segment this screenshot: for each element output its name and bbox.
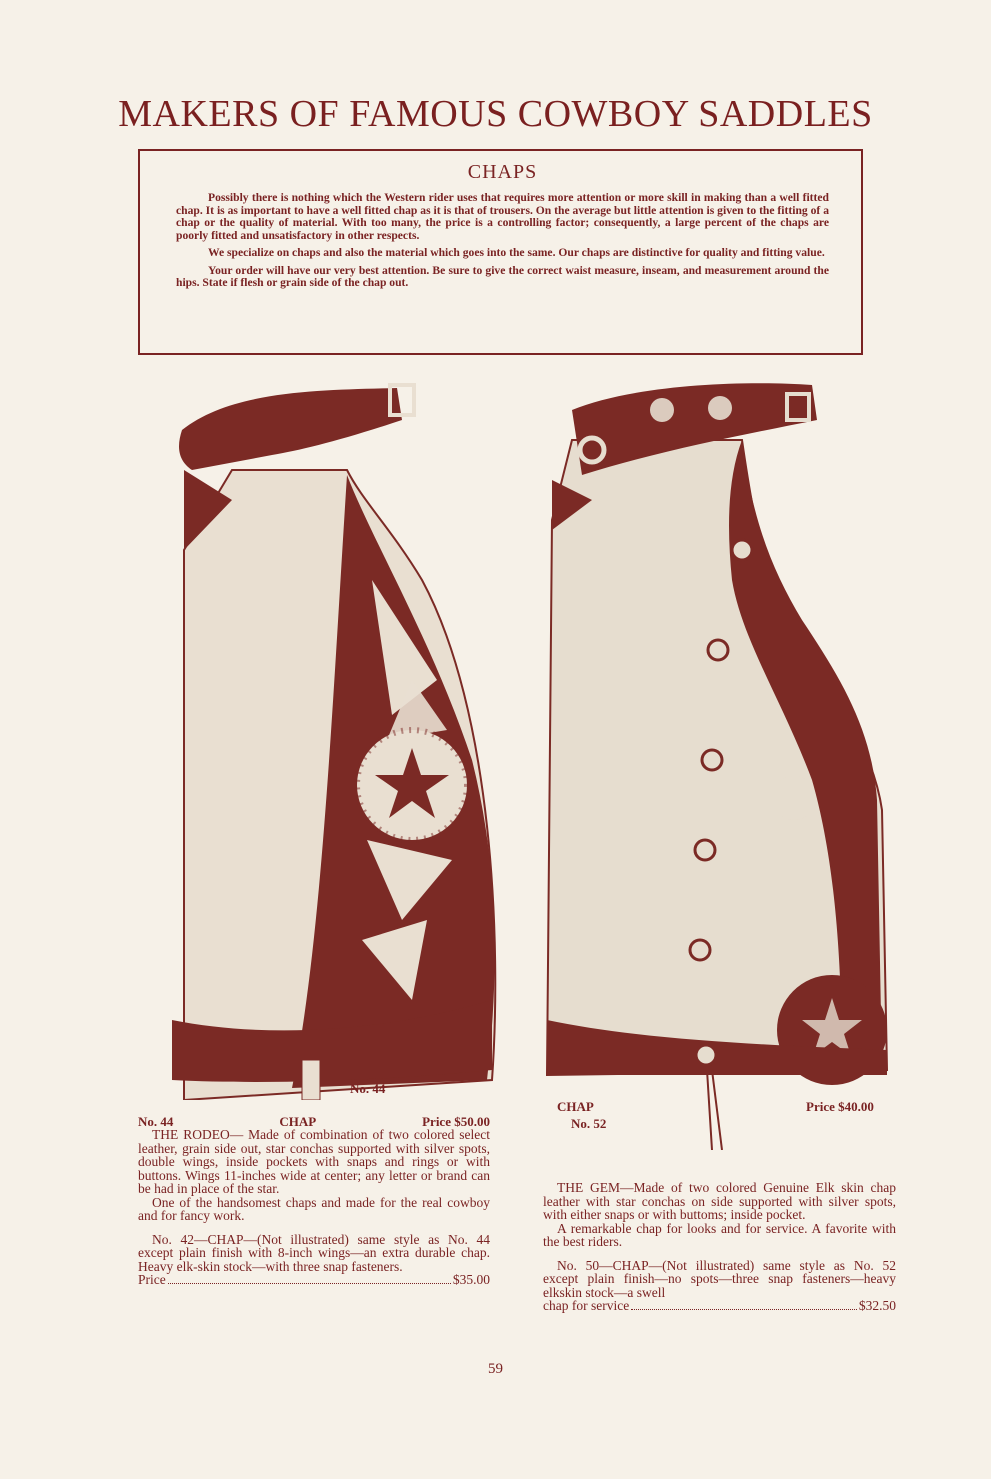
right-desc-gem: THE GEM—Made of two colored Genuine Elk skin chap leather with star conchas on side supported with silver spots, with either snaps or with buttoms; inside pocket.: [543, 1180, 896, 1222]
leader-dots: [631, 1309, 857, 1310]
leader-dots: [168, 1283, 451, 1284]
intro-paragraph-2: We specialize on chaps and also the material which goes into the same. Our chaps are distinctive for quality and fitting value.: [208, 246, 825, 259]
right-item-price: Price $40.00: [806, 1099, 874, 1114]
left-desc-no-42: No. 42—CHAP—(Not illustrated) same style as No. 44 except plain finish with 8-inch wings—an extra durable chap. Heavy elk-skin stock—with three snap fasteners.: [138, 1231, 490, 1274]
page-title: MAKERS OF FAMOUS COWBOY SADDLES: [118, 93, 873, 135]
left-price-label: Price: [138, 1272, 166, 1287]
chaps-heading: CHAPS: [467, 161, 538, 183]
right-price-value: $32.50: [858, 1298, 896, 1313]
left-price-line: [138, 1273, 490, 1287]
left-description: [138, 1128, 490, 1287]
right-item-number: No. 52: [571, 1116, 607, 1131]
left-desc-handsomest: One of the handsomest chaps and made for the real cowboy and for fancy work.: [138, 1194, 490, 1223]
intro-paragraph-3: Your order will have our very best attention. Be sure to give the correct waist measure, inseam, and measurement around the hips. State if flesh or grain side of the chap out.: [176, 263, 829, 289]
page-number: 59: [488, 1361, 503, 1377]
chaps-intro-box: [138, 149, 863, 355]
right-price-line: [543, 1299, 896, 1313]
left-desc-rodeo: THE RODEO— Made of combination of two colored select leather, grain side out, star conchas supported with silver spots, double wings, inside pockets with snaps and rings or with buttons. Wings 11-inches wide at center; any letter or brand can be had in place of the star.: [138, 1127, 490, 1196]
left-item-number: No. 44: [138, 1114, 174, 1129]
right-description: [543, 1181, 896, 1313]
chap-no-44-illustration: [172, 380, 502, 1100]
left-item-type: CHAP: [279, 1114, 317, 1129]
intro-paragraph-1: Possibly there is nothing which the Western rider uses that requires more attention or more skill in making than a well fitted chap. It is as important to have a well fitted chap as it is that of trousers. On the average but little attention is given to the fitting of a chap or the quality of material. With too many, the price is a controlling factor; consequently, a large percent of the chaps are poorly fitted and unsatisfactory in other respects.: [176, 191, 829, 242]
left-item-price: Price $50.00: [422, 1114, 490, 1129]
right-item-type: CHAP: [557, 1099, 594, 1114]
chap-no-52-illustration: [542, 380, 902, 1150]
right-desc-remarkable: A remarkable chap for looks and for service. A favorite with the best riders.: [543, 1220, 896, 1249]
left-price-value: $35.00: [452, 1272, 490, 1287]
photo-caption-no-44: No. 44: [350, 1081, 386, 1096]
right-price-label: chap for service: [543, 1298, 630, 1313]
right-desc-no-50: No. 50—CHAP—(Not illustrated) same style as No. 52 except plain finish—no spots—three snap fasteners—heavy elkskin stock—a swell: [543, 1257, 896, 1300]
